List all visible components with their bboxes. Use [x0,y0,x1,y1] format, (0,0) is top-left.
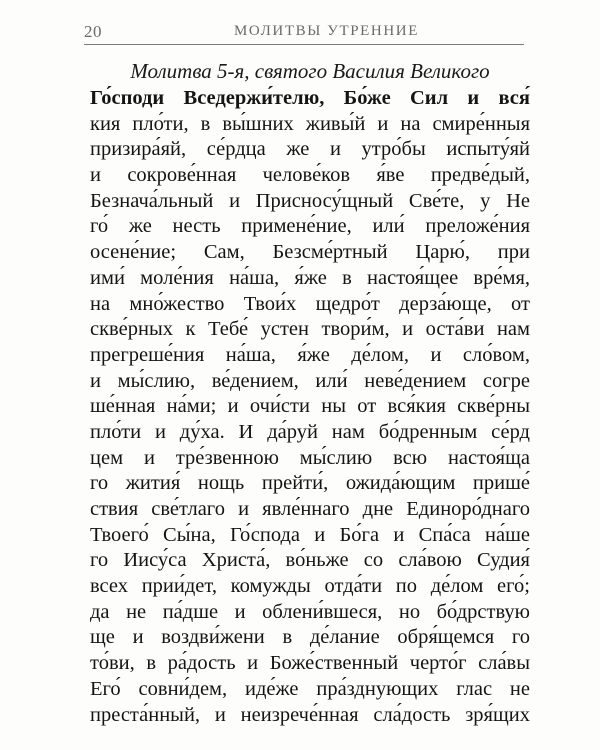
prayer-title: Молитва 5-я, святого Василия Великого [130,59,490,83]
prayer-line: скве́рных к Тебе́ устен твори́м, и оста́ви нам [90,318,530,341]
prayer-line: призира́яй, се́рдца же и утро́бы испыту́яй [90,138,530,161]
prayer-line: Твоего́ Сы́на, Го́спода и Бо́га и Спа́са на́ше [90,523,530,546]
running-head [84,20,524,44]
prayer-line: го жития́ нощь прейти́, ожида́ющим прише́ [90,472,530,495]
prayer-line: го́ же несть примене́ние, или́ преложе́ния [90,215,530,238]
prayer-line: ствия све́тлаго и явле́ннаго дне Единоро́днаго [90,498,530,520]
prayer-line: и мы́слию, ве́дением, или́ неве́дением согре [90,369,530,392]
prayer-line: преста́нный, и неизрече́нная сла́дость зря́щих [90,703,530,726]
prayer-line: ще и воздви́жени в де́лание обря́щемся го [90,626,530,649]
prayer-line: ими́ моле́ния на́ша, я́же в настоя́щее вре́мя, [90,266,530,289]
prayer-line: Го́споди Вседержи́телю, Бо́же Сил и вся́ [90,87,530,109]
page-number: 20 [84,22,102,41]
prayer-line: на мно́жество Твои́х щедро́т дерза́юще, от [90,292,530,315]
prayer-line: пло́ти и ду́ха. И да́руй нам бо́дренным се́рд [90,420,530,443]
prayer-line: цем и тре́звенною мы́слию всю настоя́ща [90,446,530,469]
prayer-line: ше́нная на́ми; и очи́сти ны от вся́кия скве́рны [90,395,530,418]
prayer-line: Безнача́льный и Присносу́щный Све́те, у Не [90,189,530,212]
prayer-line: всех прии́дет, комужды отда́ти по де́лом его́; [90,575,530,598]
prayer-line: го Иису́са Христа́, во́ньже со сла́вою Судия́ [90,549,530,572]
prayer-line: осене́ние; Сам, Безсме́ртный Царю́, при [90,241,530,264]
prayer-line: то́ви, в ра́дость и Боже́ственный черто́г сла́вы [90,652,530,675]
prayer-line: и сокрове́нная челове́ков я́ве предве́дый, [90,164,530,187]
prayer-line: прегреше́ния на́ша, я́же де́лом, и сло́вом, [90,343,530,366]
prayer-line: Его́ совни́дем, иде́же пра́зднующих глас не [90,677,530,700]
header-rule [84,44,524,45]
prayer-line: кия пло́ти, в вы́шних живы́й и на смире́нныя [90,112,530,135]
prayer-body [90,86,530,728]
prayer-line: да не па́дше и облени́вшеся, но бо́дрствую [90,600,530,623]
running-title: МОЛИТВЫ УТРЕННИЕ [234,23,419,39]
